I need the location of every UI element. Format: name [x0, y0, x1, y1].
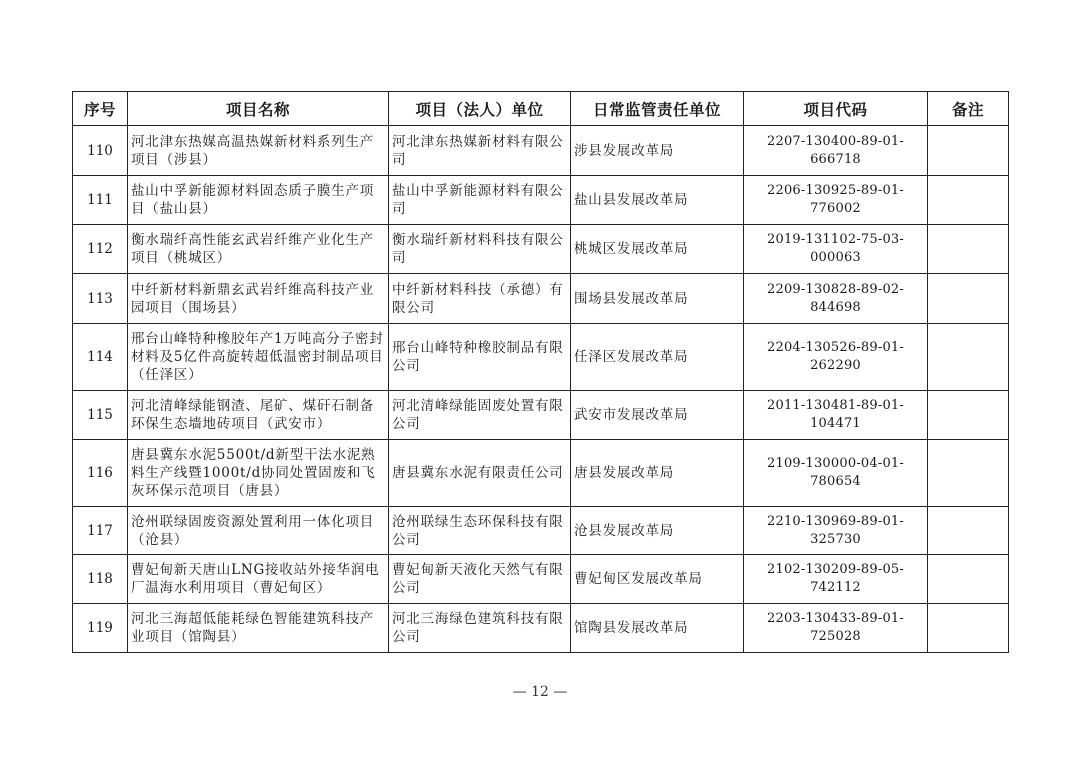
cell-company: 河北三海绿色建筑科技有限公司 [389, 604, 571, 653]
cell-company: 河北清峰绿能固废处置有限公司 [389, 391, 571, 440]
cell-seq: 116 [73, 440, 128, 507]
cell-project-name: 衡水瑞纤高性能玄武岩纤维产业化生产项目（桃城区） [128, 225, 389, 274]
table-row [73, 126, 1009, 176]
cell-project-name: 沧州联绿固废资源处置利用一体化项目（沧县） [128, 507, 389, 555]
header-seq: 序号 [73, 92, 128, 126]
cell-seq: 115 [73, 391, 128, 440]
table-row [73, 176, 1009, 225]
cell-project-name: 盐山中孚新能源材料固态质子膜生产项目（盐山县） [128, 176, 389, 225]
cell-notes [928, 391, 1009, 440]
table-header-row [73, 92, 1009, 126]
cell-company: 唐县冀东水泥有限责任公司 [389, 440, 571, 507]
cell-supervisor: 围场县发展改革局 [571, 274, 744, 324]
table-row [73, 555, 1009, 604]
table-row [73, 324, 1009, 391]
cell-seq: 114 [73, 324, 128, 391]
header-supervisor: 日常监管责任单位 [571, 92, 744, 126]
cell-supervisor: 涉县发展改革局 [571, 126, 744, 176]
cell-company: 沧州联绿生态环保科技有限公司 [389, 507, 571, 555]
cell-project-code: 2209-130828-89-02-844698 [744, 274, 928, 324]
cell-project-code: 2011-130481-89-01-104471 [744, 391, 928, 440]
cell-notes [928, 126, 1009, 176]
cell-supervisor: 馆陶县发展改革局 [571, 604, 744, 653]
cell-project-name: 唐县冀东水泥5500t/d新型干法水泥熟料生产线暨1000t/d协同处置固废和飞灰环保示范项目（唐县） [128, 440, 389, 507]
cell-project-code: 2210-130969-89-01-325730 [744, 507, 928, 555]
cell-notes [928, 274, 1009, 324]
cell-supervisor: 曹妃甸区发展改革局 [571, 555, 744, 604]
table-row [73, 391, 1009, 440]
cell-supervisor: 沧县发展改革局 [571, 507, 744, 555]
cell-notes [928, 324, 1009, 391]
cell-seq: 111 [73, 176, 128, 225]
cell-company: 衡水瑞纤新材料科技有限公司 [389, 225, 571, 274]
cell-company: 河北津东热媒新材料有限公司 [389, 126, 571, 176]
header-notes: 备注 [928, 92, 1009, 126]
cell-project-code: 2019-131102-75-03-000063 [744, 225, 928, 274]
cell-project-name: 曹妃甸新天唐山LNG接收站外接华润电厂温海水利用项目（曹妃甸区） [128, 555, 389, 604]
cell-project-code: 2102-130209-89-05-742112 [744, 555, 928, 604]
cell-supervisor: 任泽区发展改革局 [571, 324, 744, 391]
cell-company: 曹妃甸新天液化天然气有限公司 [389, 555, 571, 604]
cell-project-name: 河北津东热媒高温热媒新材料系列生产项目（涉县） [128, 126, 389, 176]
cell-notes [928, 507, 1009, 555]
cell-seq: 113 [73, 274, 128, 324]
cell-seq: 119 [73, 604, 128, 653]
table-row [73, 604, 1009, 653]
project-table [72, 91, 1009, 653]
cell-company: 盐山中孚新能源材料有限公司 [389, 176, 571, 225]
cell-supervisor: 武安市发展改革局 [571, 391, 744, 440]
cell-project-name: 河北三海超低能耗绿色智能建筑科技产业项目（馆陶县） [128, 604, 389, 653]
cell-seq: 118 [73, 555, 128, 604]
cell-project-name: 邢台山峰特种橡胶年产1万吨高分子密封材料及5亿件高旋转超低温密封制品项目（任泽区） [128, 324, 389, 391]
cell-project-code: 2207-130400-89-01-666718 [744, 126, 928, 176]
cell-project-code: 2203-130433-89-01-725028 [744, 604, 928, 653]
cell-notes [928, 225, 1009, 274]
table-row [73, 274, 1009, 324]
table-row [73, 225, 1009, 274]
cell-notes [928, 176, 1009, 225]
cell-notes [928, 604, 1009, 653]
cell-supervisor: 唐县发展改革局 [571, 440, 744, 507]
cell-project-name: 河北清峰绿能钢渣、尾矿、煤矸石制备环保生态墙地砖项目（武安市） [128, 391, 389, 440]
cell-notes [928, 440, 1009, 507]
table-row [73, 507, 1009, 555]
cell-seq: 112 [73, 225, 128, 274]
header-project-code: 项目代码 [744, 92, 928, 126]
cell-supervisor: 桃城区发展改革局 [571, 225, 744, 274]
cell-notes [928, 555, 1009, 604]
cell-project-code: 2204-130526-89-01-262290 [744, 324, 928, 391]
header-company: 项目（法人）单位 [389, 92, 571, 126]
cell-project-code: 2109-130000-04-01-780654 [744, 440, 928, 507]
cell-company: 中纤新材料科技（承德）有限公司 [389, 274, 571, 324]
cell-seq: 110 [73, 126, 128, 176]
cell-seq: 117 [73, 507, 128, 555]
cell-company: 邢台山峰特种橡胶制品有限公司 [389, 324, 571, 391]
header-project-name: 项目名称 [128, 92, 389, 126]
cell-supervisor: 盐山县发展改革局 [571, 176, 744, 225]
cell-project-code: 2206-130925-89-01-776002 [744, 176, 928, 225]
page-number: — 12 — [512, 684, 568, 700]
table-row [73, 440, 1009, 507]
cell-project-name: 中纤新材料新鼎玄武岩纤维高科技产业园项目（围场县） [128, 274, 389, 324]
